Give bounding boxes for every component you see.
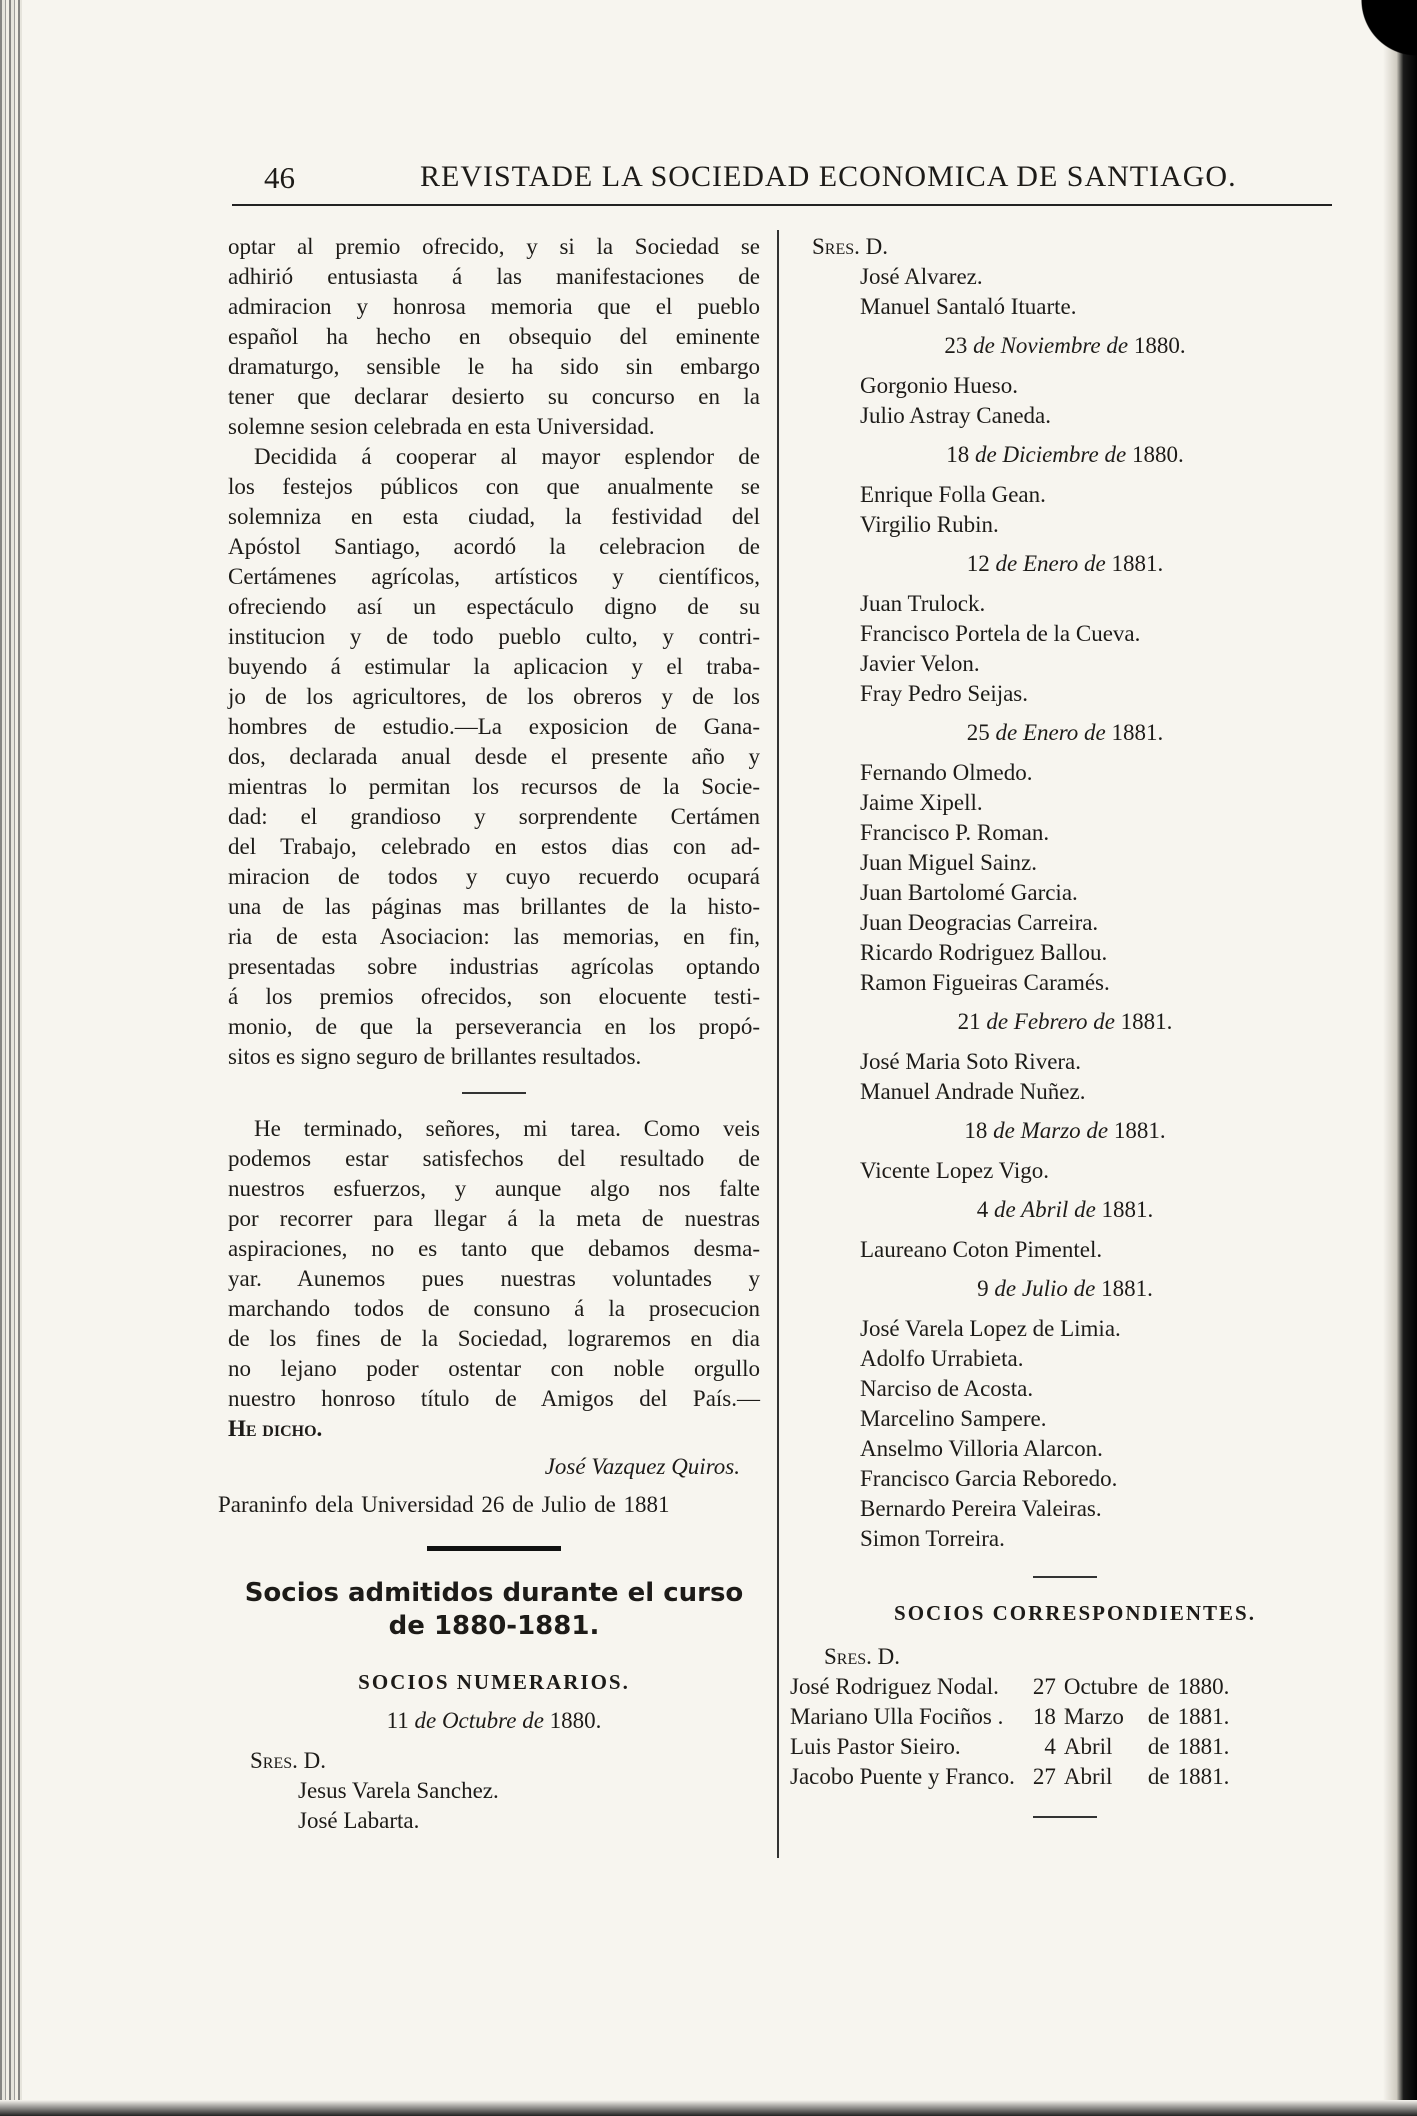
date-de: de <box>993 1118 1015 1143</box>
date-year: 1881. <box>1101 1197 1154 1222</box>
text-line: buyendo á estimular la aplicacion y el traba- <box>228 654 760 679</box>
date-year: 1881. <box>1177 1704 1230 1729</box>
text-line: dramaturgo, sensible le ha sido sin embargo <box>228 354 760 379</box>
text-line: dos, declarada anual desde el presente año y <box>228 744 760 769</box>
sres-label: Sres. D. <box>250 1748 326 1773</box>
date-de: de <box>1147 1764 1170 1789</box>
correspondiente-row <box>790 1732 1229 1762</box>
member-name: Manuel Santaló Ituarte. <box>860 294 1077 319</box>
date-year: 1880. <box>549 1708 602 1733</box>
date-de: de <box>975 442 997 467</box>
member-name: Jaime Xipell. <box>860 790 983 815</box>
date-year: 1881. <box>1111 551 1164 576</box>
date-month: Marzo <box>1020 1118 1081 1143</box>
text-line: los festejos públicos con que anualmente se <box>228 474 760 499</box>
correspondientes-table <box>790 1672 1229 1792</box>
text-line: adhirió entusiasta á las manifestaciones de <box>228 264 760 289</box>
date-day: 11 <box>386 1708 409 1733</box>
date-de: de <box>973 333 995 358</box>
date-month: Abril <box>1063 1764 1113 1789</box>
member-name: Bernardo Pereira Valeiras. <box>860 1496 1102 1521</box>
date-heading <box>790 440 1340 470</box>
member-name: Mariano Ulla Fociños . <box>790 1704 1004 1729</box>
text-line: mientras lo permitan los recursos de la Socie- <box>228 774 760 799</box>
member-name: Luis Pastor Sieiro. <box>790 1734 961 1759</box>
dateline: Paraninfo dela Universidad 26 de Julio de 1881 <box>218 1492 670 1517</box>
date-de: de <box>1084 551 1106 576</box>
date-heading <box>790 1274 1340 1304</box>
date-de: de <box>995 720 1018 745</box>
text-line: dad: el grandioso y sorprendente Certámen <box>228 804 760 829</box>
date-year: 1881. <box>1101 1276 1153 1301</box>
closing-phrase: He dicho. <box>228 1416 323 1441</box>
date-heading <box>790 718 1340 748</box>
page-header <box>232 160 1332 206</box>
text-line: ria de esta Asociacion: las memorias, en fin, <box>228 924 760 949</box>
text-line: Certámenes agrícolas, artísticos y científicos, <box>228 564 760 589</box>
member-name: José Varela Lopez de Limia. <box>860 1316 1121 1341</box>
date-de: de <box>1086 1118 1109 1143</box>
date-de: de <box>993 1197 1016 1222</box>
date-day: 27 <box>1032 1764 1056 1789</box>
member-name: Enrique Folla Gean. <box>860 482 1046 507</box>
date-month: Marzo <box>1063 1704 1124 1729</box>
member-groups <box>790 331 1340 1554</box>
date-year: 1880. <box>1131 442 1184 467</box>
text-line: admiracion y honrosa memoria que el pueblo <box>228 294 760 319</box>
text-line: ofreciendo así un espectáculo digno de su <box>228 594 760 619</box>
heavy-rule <box>427 1546 561 1551</box>
text-line: tener que declarar desierto su concurso en la <box>228 384 760 409</box>
page-number: 46 <box>264 160 295 195</box>
date-de: de <box>1084 720 1106 745</box>
member-name: José Rodriguez Nodal. <box>790 1674 999 1699</box>
member-name: Fernando Olmedo. <box>860 760 1033 785</box>
section-title-line-1: Socios admitidos durante el curso <box>244 1578 744 1608</box>
text-line: sitos es signo seguro de brillantes resultados. <box>228 1044 642 1069</box>
paragraph-3 <box>228 1114 760 1414</box>
date-year: 1881. <box>1177 1734 1230 1759</box>
sres-label: Sres. D. <box>824 1644 900 1669</box>
scan-bottom-edge <box>0 2100 1417 2116</box>
date-month: Abril <box>1021 1197 1069 1222</box>
date-day: 12 <box>966 551 990 576</box>
date-day: 18 <box>964 1118 988 1143</box>
date-day: 9 <box>977 1276 989 1301</box>
date-de: de <box>522 1708 544 1733</box>
text-line: nuestro honroso título de Amigos del País.— <box>228 1386 760 1411</box>
member-name: Simon Torreira. <box>860 1526 1005 1551</box>
section-rule <box>1033 1816 1097 1818</box>
scan-right-edge <box>1383 0 1417 2116</box>
text-line: optar al premio ofrecido, y si la Sociedad se <box>228 234 760 259</box>
text-line: marchando todos de consuno á la prosecucion <box>228 1296 760 1321</box>
correspondiente-row <box>790 1762 1229 1792</box>
date-de: de <box>1104 442 1127 467</box>
date-month: Abril <box>1063 1734 1113 1759</box>
member-name: Julio Astray Caneda. <box>860 403 1051 428</box>
member-name: Juan Trulock. <box>860 591 986 616</box>
date-month: Febrero <box>1013 1009 1088 1034</box>
date-year: 1881. <box>1111 720 1164 745</box>
date-month: Enero <box>1022 551 1079 576</box>
text-line: hombres de estudio.—La exposicion de Gana- <box>228 714 760 739</box>
date-day: 23 <box>944 333 968 358</box>
member-name: Laureano Coton Pimentel. <box>860 1237 1103 1262</box>
member-name: Ricardo Rodriguez Ballou. <box>860 940 1108 965</box>
member-name: Jacobo Puente y Franco. <box>790 1764 1015 1789</box>
text-line: podemos estar satisfechos del resultado de <box>228 1146 760 1171</box>
correspondiente-row <box>790 1672 1229 1702</box>
member-name: Gorgonio Hueso. <box>860 373 1019 398</box>
date-de: de <box>1147 1704 1170 1729</box>
column-divider <box>777 230 779 1858</box>
section-title-line-2: de 1880-1881. <box>388 1611 600 1641</box>
section-rule <box>462 1092 526 1094</box>
date-day: 4 <box>976 1197 989 1222</box>
member-name: Adolfo Urrabieta. <box>860 1346 1024 1371</box>
date-de: de <box>1073 1276 1096 1301</box>
member-name: Francisco P. Roman. <box>860 820 1050 845</box>
member-name: Virgilio Rubin. <box>860 512 999 537</box>
date-day: 4 <box>1044 1734 1056 1759</box>
signature: José Vazquez Quiros. <box>544 1454 740 1479</box>
text-line: una de las páginas mas brillantes de la histo- <box>228 894 760 919</box>
date-month: Octubre <box>441 1708 517 1733</box>
text-line: presentadas sobre industrias agrícolas optando <box>228 954 760 979</box>
text-line: yar. Aunemos pues nuestras voluntades y <box>228 1266 760 1291</box>
date-heading <box>790 549 1340 579</box>
text-line: español ha hecho en obsequio del eminente <box>228 324 760 349</box>
left-column <box>218 232 760 1836</box>
member-name: José Alvarez. <box>860 264 983 289</box>
text-line: monio, de que la perseverancia en los propó- <box>228 1014 760 1039</box>
date-heading <box>790 331 1340 361</box>
section-title <box>228 1577 760 1643</box>
section-rule <box>1033 1576 1097 1578</box>
text-line: Apóstol Santiago, acordó la celebracion de <box>228 534 760 559</box>
date-month: Julio <box>1021 1276 1068 1301</box>
text-line: institucion y de todo pueblo culto, y contri- <box>228 624 760 649</box>
date-de: de <box>995 551 1018 576</box>
correspondiente-row <box>790 1702 1229 1732</box>
running-title: REVISTADE LA SOCIEDAD ECONOMICA DE SANTIAGO. <box>420 160 1237 193</box>
member-name: Juan Miguel Sainz. <box>860 850 1037 875</box>
member-name: Juan Bartolomé Garcia. <box>860 880 1078 905</box>
member-name: Juan Deogracias Carreira. <box>860 910 1099 935</box>
date-month: Enero <box>1022 720 1079 745</box>
date-year: 1881. <box>1177 1764 1230 1789</box>
member-name: Narciso de Acosta. <box>860 1376 1034 1401</box>
member-name: Francisco Portela de la Cueva. <box>860 621 1141 646</box>
date-month: Noviembre <box>1000 333 1101 358</box>
text-line: solemne sesion celebrada en esta Universidad. <box>228 414 655 439</box>
date-de: de <box>1106 333 1129 358</box>
right-column <box>790 232 1340 1842</box>
text-line: de los fines de la Sociedad, lograremos en dia <box>228 1326 760 1351</box>
text-line: por recorrer para llegar á la meta de nuestras <box>228 1206 760 1231</box>
text-line: jo de los agricultores, de los obreros y de los <box>228 684 760 709</box>
text-line: He terminado, señores, mi tarea. Como veis <box>254 1116 760 1141</box>
scan-binding-edge <box>0 0 22 2116</box>
member-name: Vicente Lopez Vigo. <box>860 1158 1050 1183</box>
text-line: solemniza en esta ciudad, la festividad del <box>228 504 760 529</box>
date-year: 1881. <box>1113 1118 1166 1143</box>
date-de: de <box>986 1009 1009 1034</box>
date-de: de <box>994 1276 1017 1301</box>
date-day: 25 <box>966 720 990 745</box>
text-line: no lejano poder ostentar con noble orgullo <box>228 1356 760 1381</box>
member-name: Jesus Varela Sanchez. <box>298 1778 499 1803</box>
member-name: Fray Pedro Seijas. <box>860 681 1029 706</box>
text-line: nuestros esfuerzos, y aunque algo nos falte <box>228 1176 760 1201</box>
scan-corner-shadow <box>1327 0 1417 80</box>
member-name: Francisco Garcia Reboredo. <box>860 1466 1118 1491</box>
member-name: Manuel Andrade Nuñez. <box>860 1079 1086 1104</box>
text-line: á los premios ofrecidos, son elocuente testi- <box>228 984 760 1009</box>
date-de: de <box>1093 1009 1115 1034</box>
text-line: aspiraciones, no es tanto que debamos desma- <box>228 1236 760 1261</box>
date-heading <box>790 1195 1340 1225</box>
member-name: Ramon Figueiras Caramés. <box>860 970 1110 995</box>
date-day: 18 <box>1032 1704 1056 1729</box>
text-line: miracion de todos y cuyo recuerdo ocupará <box>228 864 760 889</box>
date-month: Diciembre <box>1002 442 1099 467</box>
paragraph-2 <box>228 442 760 1072</box>
date-year: 1880. <box>1177 1674 1230 1699</box>
date-de: de <box>1147 1674 1170 1699</box>
member-name: José Labarta. <box>298 1808 420 1833</box>
date-de: de <box>1147 1734 1170 1759</box>
text-line: Decidida á cooperar al mayor esplendor de <box>254 444 760 469</box>
date-de: de <box>1074 1197 1096 1222</box>
sres-label: Sres. D. <box>812 234 888 259</box>
date-heading <box>790 1116 1340 1146</box>
date-year: 1880. <box>1133 333 1186 358</box>
date-day: 27 <box>1032 1674 1056 1699</box>
member-name: José Maria Soto Rivera. <box>860 1049 1082 1074</box>
date-de: de <box>414 1708 437 1733</box>
paragraph-1 <box>228 232 760 442</box>
text-line: del Trabajo, celebrado en estos dias con ad- <box>228 834 760 859</box>
member-name: Anselmo Villoria Alarcon. <box>860 1436 1103 1461</box>
date-year: 1881. <box>1120 1009 1173 1034</box>
member-name: Javier Velon. <box>860 651 980 676</box>
correspondientes-heading: SOCIOS CORRESPONDIENTES. <box>894 1601 1256 1625</box>
member-name: Marcelino Sampere. <box>860 1406 1047 1431</box>
date-day: 21 <box>957 1009 981 1034</box>
date-day: 18 <box>946 442 970 467</box>
date-heading <box>790 1007 1340 1037</box>
date-heading <box>228 1706 760 1736</box>
numerarios-heading: SOCIOS NUMERARIOS. <box>358 1670 630 1694</box>
date-month: Octubre <box>1063 1674 1138 1699</box>
